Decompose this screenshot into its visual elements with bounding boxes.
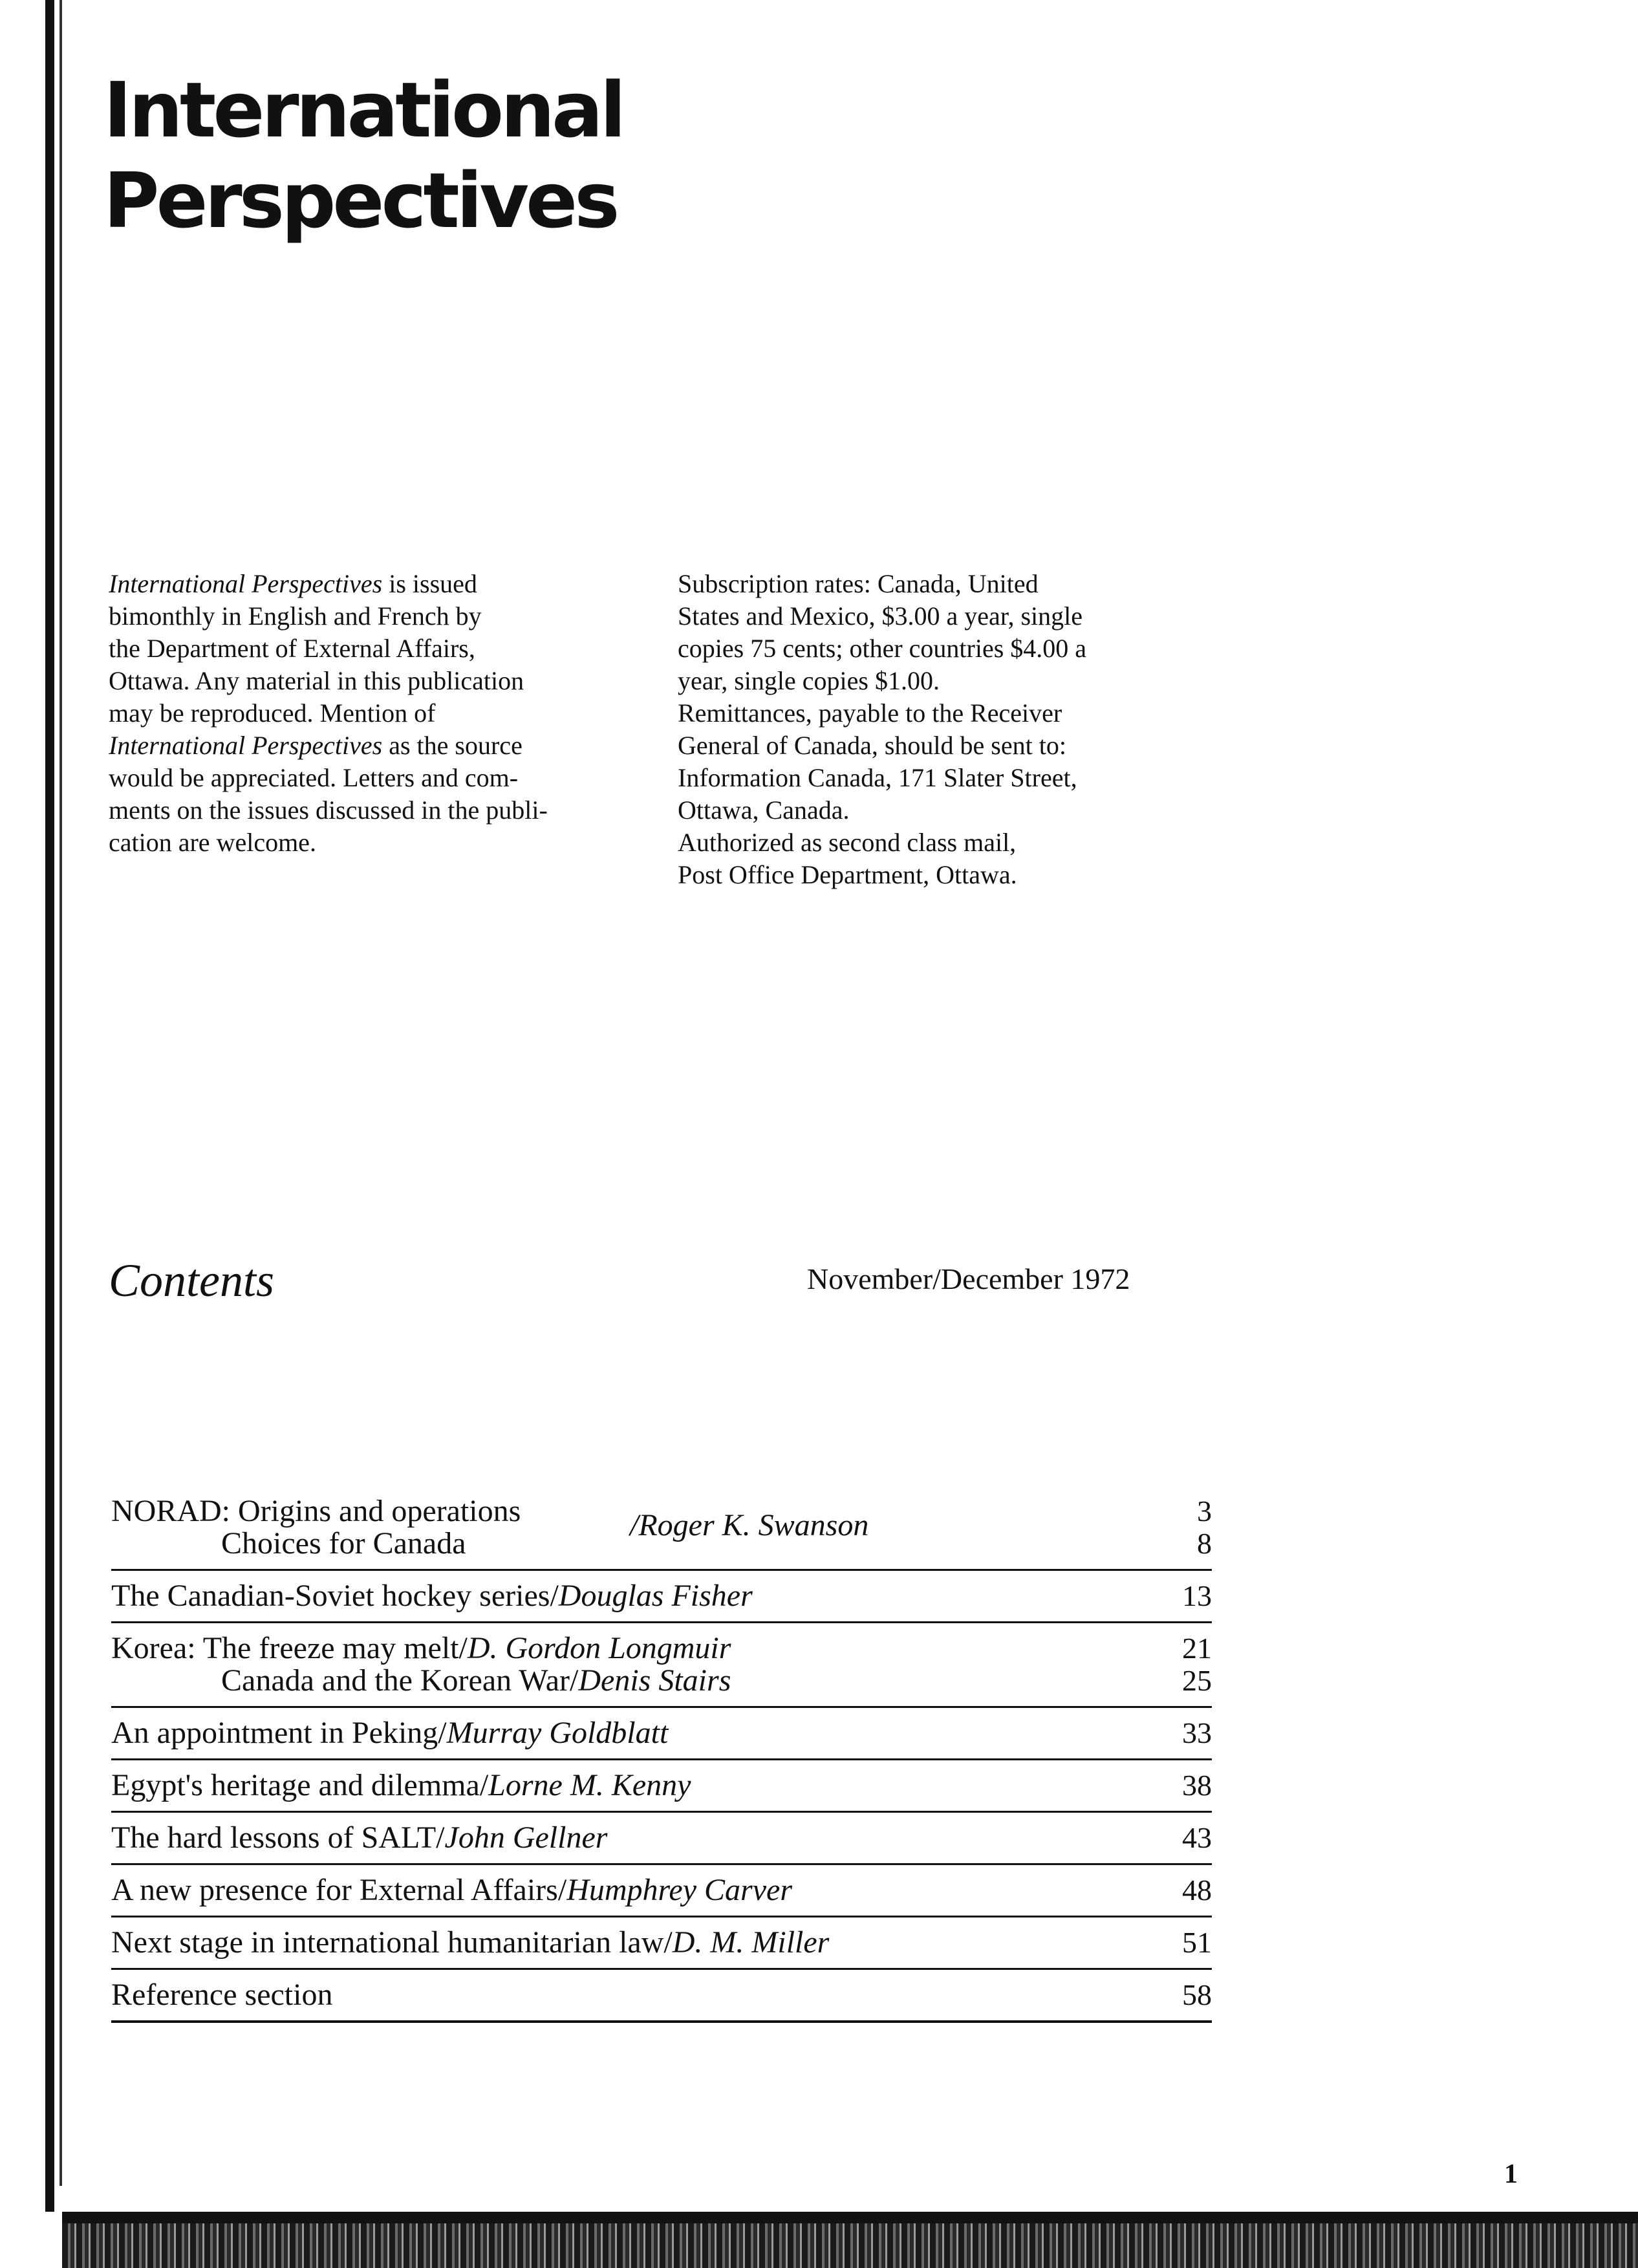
publication-notice bbox=[109, 568, 626, 859]
toc-page-number: 8 bbox=[1197, 1527, 1212, 1560]
toc-title: Origins and operations bbox=[238, 1494, 521, 1528]
toc-line bbox=[111, 1979, 1212, 2011]
toc-title: Choices for Canada bbox=[221, 1526, 466, 1561]
toc-page-number: 21 bbox=[1182, 1632, 1212, 1665]
toc-title: An appointment in Peking/ bbox=[111, 1716, 447, 1750]
subscription-line: Subscription rates: Canada, United bbox=[678, 569, 1039, 598]
subscription-line: General of Canada, should be sent to: bbox=[678, 731, 1066, 760]
toc-title: Next stage in international humanitarian law/ bbox=[111, 1925, 673, 1960]
publication-name: International Perspectives bbox=[109, 569, 383, 598]
toc-title: The Canadian-Soviet hockey series/ bbox=[111, 1579, 559, 1613]
bottom-scan-texture bbox=[62, 2223, 1638, 2268]
masthead-logo bbox=[103, 65, 623, 246]
toc-title: A new presence for External Affairs/ bbox=[111, 1873, 567, 1907]
toc-line bbox=[111, 1717, 1212, 1749]
toc-author: D. Gordon Longmuir bbox=[467, 1631, 731, 1665]
notice-line: the Department of External Affairs, bbox=[109, 634, 475, 663]
masthead-line-2: Perspectives bbox=[103, 156, 617, 245]
toc-author: /Roger K. Swanson bbox=[630, 1508, 869, 1542]
toc-prefix: NORAD: bbox=[111, 1494, 231, 1528]
toc-page-number: 33 bbox=[1182, 1716, 1212, 1749]
toc-line bbox=[111, 1632, 1212, 1665]
toc-author: Murray Goldblatt bbox=[446, 1716, 669, 1750]
binding-edge-line bbox=[59, 0, 62, 2186]
toc-author: Douglas Fisher bbox=[558, 1579, 753, 1613]
subscription-line: copies 75 cents; other countries $4.00 a bbox=[678, 634, 1087, 663]
subscription-line: Authorized as second class mail, bbox=[678, 828, 1017, 857]
toc-author: D. M. Miller bbox=[672, 1925, 830, 1960]
notice-line: International Perspectives is issued bbox=[109, 569, 477, 598]
masthead-line-1: International bbox=[103, 65, 623, 155]
toc-page-number: 25 bbox=[1182, 1664, 1212, 1697]
toc-entry bbox=[111, 1917, 1212, 1970]
binding-edge-shadow bbox=[45, 0, 54, 2212]
contents-heading: Contents bbox=[109, 1255, 275, 1306]
toc-page-number: 3 bbox=[1197, 1495, 1212, 1528]
toc-page-number: 38 bbox=[1182, 1769, 1212, 1802]
notice-line: may be reproduced. Mention of bbox=[109, 698, 436, 728]
table-of-contents bbox=[111, 1486, 1212, 2023]
toc-author: Humphrey Carver bbox=[566, 1873, 793, 1907]
notice-line: Ottawa. Any material in this publication bbox=[109, 666, 524, 695]
toc-title: Reference section bbox=[111, 1978, 333, 2012]
toc-title: Egypt's heritage and dilemma/ bbox=[111, 1768, 489, 1802]
bottom-scan-edge bbox=[62, 2212, 1638, 2223]
toc-page-number: 43 bbox=[1182, 1821, 1212, 1854]
toc-entry bbox=[111, 1865, 1212, 1917]
notice-line: International Perspectives as the source bbox=[109, 731, 523, 760]
subscription-line: year, single copies $1.00. bbox=[678, 666, 940, 695]
publication-name: International Perspectives bbox=[109, 731, 383, 760]
toc-entry bbox=[111, 1970, 1212, 2023]
toc-entry bbox=[111, 1708, 1212, 1760]
toc-author: Lorne M. Kenny bbox=[488, 1768, 691, 1802]
toc-page-number: 58 bbox=[1182, 1978, 1212, 2011]
toc-title: The hard lessons of SALT/ bbox=[111, 1820, 445, 1855]
toc-entry-norad bbox=[111, 1486, 1212, 1571]
toc-line bbox=[111, 1665, 1212, 1697]
toc-page-number: 48 bbox=[1182, 1874, 1212, 1906]
toc-line bbox=[111, 1927, 1212, 1959]
subscription-info bbox=[678, 568, 1234, 891]
subscription-line: Information Canada, 171 Slater Street, bbox=[678, 763, 1077, 792]
toc-title: Canada and the Korean War/ bbox=[221, 1663, 579, 1698]
notice-line: would be appreciated. Letters and com- bbox=[109, 763, 519, 792]
toc-entry-korea bbox=[111, 1623, 1212, 1708]
toc-line bbox=[111, 1874, 1212, 1906]
subscription-line: States and Mexico, $3.00 a year, single bbox=[678, 601, 1083, 631]
notice-line: cation are welcome. bbox=[109, 828, 316, 857]
page-number: 1 bbox=[1504, 2159, 1518, 2189]
toc-line bbox=[111, 1580, 1212, 1612]
subscription-line: Remittances, payable to the Receiver bbox=[678, 698, 1062, 728]
toc-entry bbox=[111, 1760, 1212, 1813]
toc-entry bbox=[111, 1813, 1212, 1865]
notice-line: bimonthly in English and French by bbox=[109, 601, 482, 631]
subscription-line: Ottawa, Canada. bbox=[678, 795, 850, 825]
notice-line: ments on the issues discussed in the publi- bbox=[109, 795, 548, 825]
toc-entry bbox=[111, 1571, 1212, 1623]
issue-date: November/December 1972 bbox=[807, 1262, 1130, 1295]
subscription-line: Post Office Department, Ottawa. bbox=[678, 860, 1017, 889]
toc-line bbox=[111, 1822, 1212, 1854]
toc-author: Denis Stairs bbox=[578, 1663, 731, 1698]
toc-page-number: 13 bbox=[1182, 1579, 1212, 1612]
toc-prefix: Korea: bbox=[111, 1631, 196, 1665]
toc-author: John Gellner bbox=[444, 1820, 608, 1855]
toc-page-number: 51 bbox=[1182, 1926, 1212, 1959]
toc-line bbox=[111, 1769, 1212, 1802]
toc-title: The freeze may melt/ bbox=[202, 1631, 468, 1665]
